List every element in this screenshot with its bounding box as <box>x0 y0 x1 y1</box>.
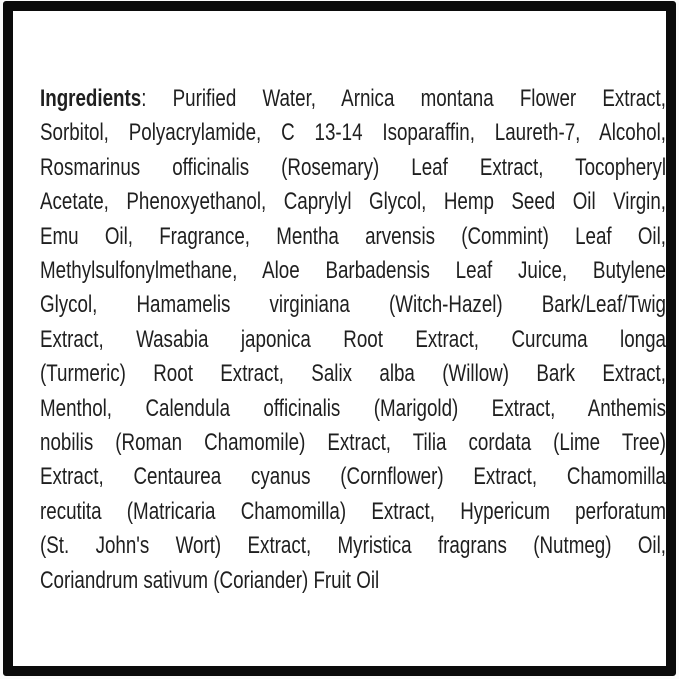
ingredients-line-text: Extract, Wasabia japonica Root Extract, Curcuma longa <box>40 325 666 353</box>
ingredients-line-text: Emu Oil, Fragrance, Mentha arvensis (Commint) Leaf Oil, <box>40 222 666 250</box>
ingredients-line-text: Coriandrum sativum (Coriander) Fruit Oil <box>40 566 380 594</box>
ingredients-line <box>40 529 666 563</box>
ingredients-line <box>40 116 666 150</box>
label-frame <box>3 1 676 676</box>
ingredients-text <box>40 82 666 598</box>
ingredients-line-text: Sorbitol, Polyacrylamide, C 13-14 Isoparaffin, Laureth-7, Alcohol, <box>40 119 666 147</box>
ingredients-line-text: nobilis (Roman Chamomile) Extract, Tilia cordata (Lime Tree) <box>40 429 666 457</box>
ingredients-line <box>40 288 666 322</box>
ingredients-line <box>40 357 666 391</box>
ingredients-line-text: Acetate, Phenoxyethanol, Caprylyl Glycol, Hemp Seed Oil Virgin, <box>40 188 666 216</box>
ingredients-heading: Ingredients <box>40 85 142 112</box>
ingredients-line <box>40 185 666 219</box>
ingredients-line <box>40 323 666 357</box>
ingredients-line-text: : Purified Water, Arnica montana Flower Extract, <box>141 85 666 112</box>
ingredients-line-text: Methylsulfonylmethane, Aloe Barbadensis Leaf Juice, Butylene <box>40 257 666 285</box>
ingredients-line <box>40 460 666 494</box>
ingredients-line <box>40 220 666 254</box>
ingredients-line-text: Rosmarinus officinalis (Rosemary) Leaf Extract, Tocopheryl <box>40 153 666 181</box>
ingredients-line <box>40 495 666 529</box>
ingredients-line-text: Menthol, Calendula officinalis (Marigold) Extract, Anthemis <box>40 394 666 422</box>
ingredients-line <box>40 426 666 460</box>
ingredients-line <box>40 392 666 426</box>
ingredients-line <box>40 564 666 598</box>
ingredients-line-text: recutita (Matricaria Chamomilla) Extract, Hypericum perforatum <box>40 497 666 525</box>
ingredients-line <box>40 82 666 116</box>
ingredients-line-text: (Turmeric) Root Extract, Salix alba (Willow) Bark Extract, <box>40 360 666 388</box>
ingredients-line-text: Extract, Centaurea cyanus (Cornflower) Extract, Chamomilla <box>40 463 666 491</box>
ingredients-line-text: Glycol, Hamamelis virginiana (Witch-Hazel) Bark/Leaf/Twig <box>40 291 666 319</box>
ingredients-line <box>40 151 666 185</box>
ingredients-line <box>40 254 666 288</box>
ingredients-line-text: (St. John's Wort) Extract, Myristica fragrans (Nutmeg) Oil, <box>40 532 666 560</box>
